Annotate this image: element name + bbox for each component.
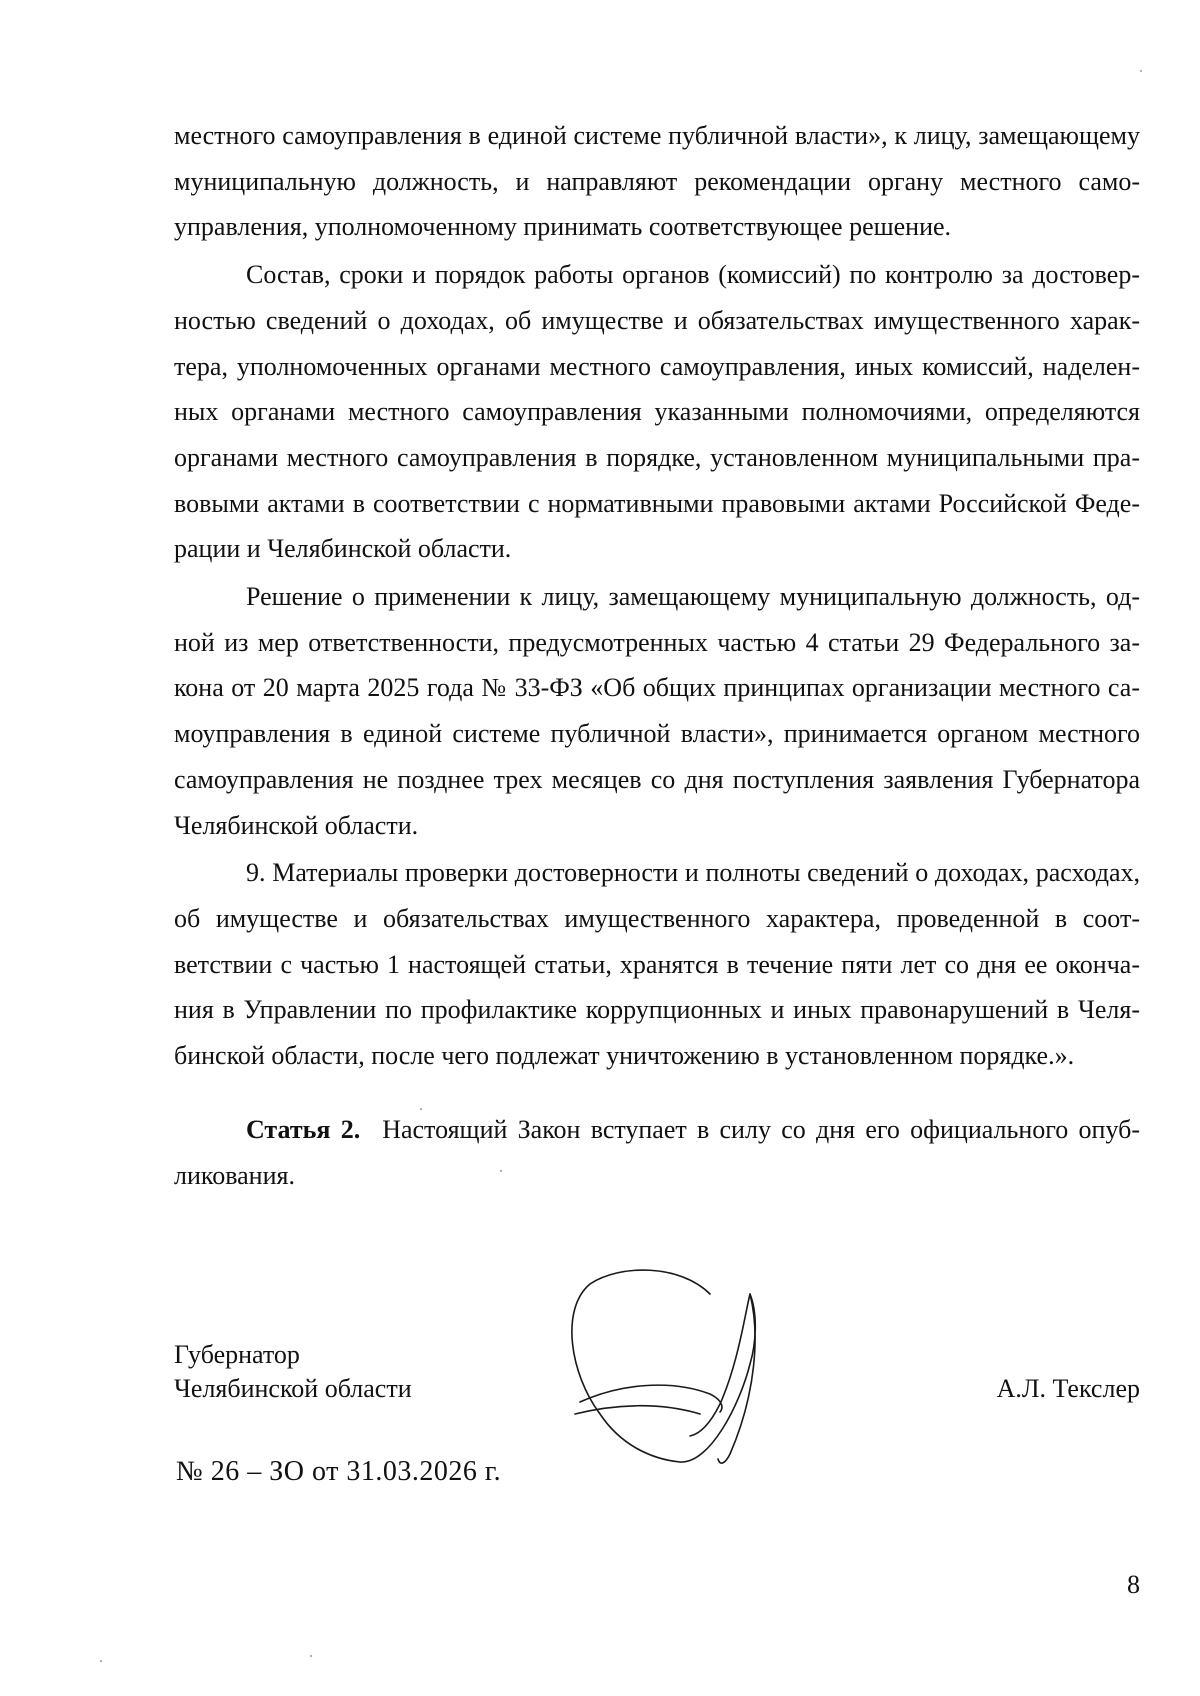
signer-title bbox=[174, 1338, 412, 1406]
article-2-text: Настоящий Закон вступает в силу со дня его официального опубликования. bbox=[174, 1115, 1141, 1190]
article-2-label: Статья 2. bbox=[246, 1115, 361, 1144]
handwritten-signature bbox=[560, 1254, 800, 1474]
law-text-body bbox=[174, 113, 1140, 1081]
document-number: № 26 – ЗО от 31.03.2026 г. bbox=[176, 1456, 502, 1487]
paragraph-1: местного самоуправления в единой системе публичной власти», к лицу, замещающему муниципальную должность, и направляют рекомендации органу местного самоуправления, уполномоченному принимать соответствующее решение. bbox=[174, 121, 1140, 242]
paragraph-3: Решение о применении к лицу, замещающему муниципальную должность, одной из мер ответственности, предусмотренных частью 4 статьи 29 Федерального закона от 20 марта 2025 года № 33-ФЗ «Об общих принципах организации местного самоуправления в единой системе публичной власти», принимается органом местного самоуправления не позднее трех месяцев со дня поступления заявления Губернатора Челябинской области. bbox=[174, 582, 1140, 840]
signer-title-line-1: Губернатор bbox=[174, 1340, 300, 1369]
scan-speck bbox=[420, 1108, 422, 1110]
signer-name: А.Л. Текслер bbox=[996, 1374, 1140, 1403]
paragraph-2: Состав, сроки и порядок работы органов (комиссий) по контролю за достоверностью сведений о доходах, об имуществе и обязательствах имущественного характера, уполномоченных органами местного самоуправления, иных комиссий, наделенных органами местного самоуправления указанными полномочиями, определяются органами местного самоуправления в порядке, установленном муниципальными правовыми актами в соответствии с нормативными правовыми актами Российской Федерации и Челябинской области. bbox=[174, 260, 1140, 564]
scan-speck bbox=[100, 1660, 102, 1662]
article-2 bbox=[174, 1107, 1140, 1199]
paragraph-4: 9. Материалы проверки достоверности и полноты сведений о доходах, расходах, об имуществе и обязательствах имущественного характера, проведенной в соответствии с частью 1 настоящей статьи, хранятся в течение пяти лет со дня ее окончания в Управлении по профилактике коррупционных и иных правонарушений в Челябинской области, после чего подлежат уничтожению в установленном порядке.». bbox=[174, 858, 1140, 1071]
scan-speck bbox=[1140, 70, 1142, 72]
scan-speck bbox=[310, 1655, 312, 1657]
scan-speck bbox=[500, 1170, 502, 1172]
page-number: 8 bbox=[1127, 1570, 1140, 1599]
signer-title-line-2: Челябинской области bbox=[174, 1374, 412, 1403]
